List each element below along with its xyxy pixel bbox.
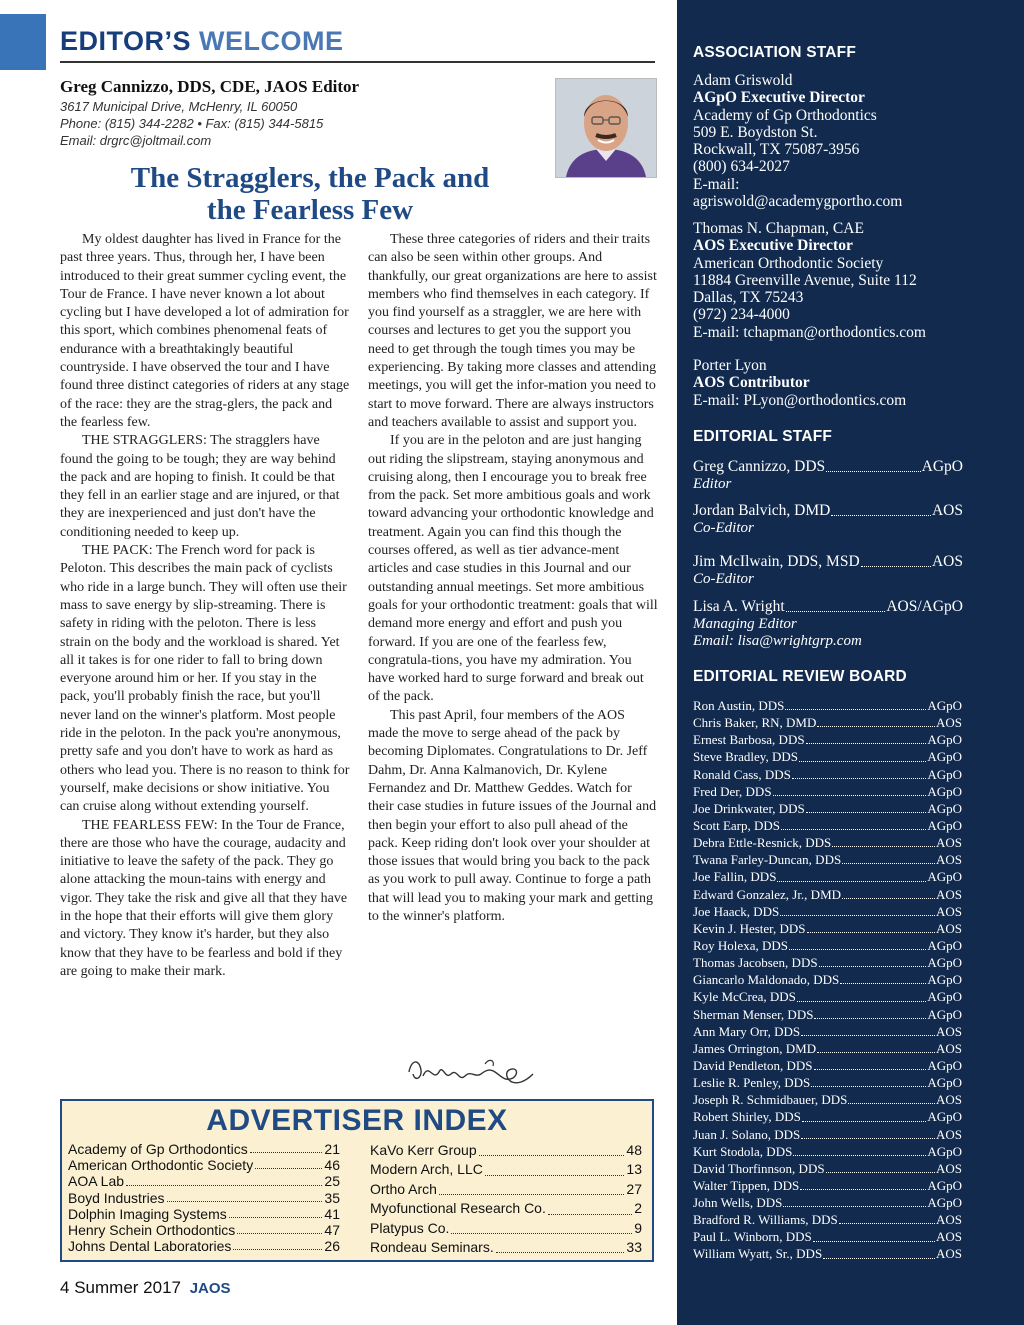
advertiser-page: 35 [324,1189,340,1206]
review-board-member [693,1246,962,1263]
advertiser-entry [370,1141,642,1160]
review-member-org: AOS [935,1246,962,1262]
article-paragraph: THE FEARLESS FEW: In the Tour de France, there are those who have the courage, audacity and initiative to leave the safety of the pack. They go alone attacking the moun-tains with energy and vigor. They take the risk and give all that they have in the hope that their efforts will give them glory and victory. They know it's harder, but they also know that they have to be fearless and bold if they are going to make their mark. [60,817,348,979]
review-member-org: AOS [935,1023,962,1039]
review-member-org: AGpO [927,869,962,885]
review-member-org: AOS [935,1092,962,1108]
editorial-name: Lisa A. Wright [693,598,785,615]
dot-leader [819,966,927,967]
review-member-org: AGpO [927,1057,962,1073]
editor-phone: Phone: (815) 344-2282 • Fax: (815) 344-5815 [60,116,324,131]
page-number: 4 [60,1278,70,1297]
dot-leader [783,1206,926,1207]
review-member-name: Walter Tippen, DDS [693,1177,800,1193]
dot-leader [811,1086,926,1087]
advertiser-entry [370,1160,642,1179]
advertiser-entry [68,1238,340,1254]
dot-leader [806,743,927,744]
dot-leader [823,1258,935,1259]
dot-leader [802,1121,926,1122]
review-board-member [693,1091,962,1108]
review-board-member [693,1108,962,1125]
editorial-entry [693,598,963,650]
review-member-name: Sherman Menser, DDS [693,1006,814,1022]
staff-name: Porter Lyon [693,357,767,374]
review-board-member [693,971,962,988]
dot-leader [451,1233,632,1234]
advertiser-entry [68,1190,340,1206]
review-board-member [693,1177,962,1194]
staff-entry [693,357,1013,409]
dot-leader [229,1217,323,1218]
dot-leader [479,1155,625,1156]
page-footer [60,1278,231,1298]
dot-leader [817,726,935,727]
dot-leader [439,1194,625,1195]
article-paragraph: These three categories of riders and their traits can also be seen within other groups. And thankfully, our great organizations are here to assist members who find themselves in each category. If you find yourself as a straggler, we are here with courses and lectures to get you the support you need to get through the tough times you may be experiencing. By taking more classes and attending meetings, you will get the infor-mation you need to start to move forward. There are always instructors and teachers available to assist and support you. [368,232,657,430]
article-column-right [368,231,658,926]
advertiser-page: 25 [324,1173,340,1190]
heading-rule [60,61,655,63]
advertiser-page: 33 [626,1238,642,1255]
review-member-name: David Pendleton, DDS [693,1057,813,1073]
review-member-name: David Thorfinnson, DDS [693,1160,825,1176]
review-board-member [693,748,962,765]
review-member-org: AGpO [927,972,962,988]
staff-line: Dallas, TX 75243 [693,289,804,307]
review-member-org: AGpO [927,937,962,953]
review-member-name: Joe Haack, DDS [693,903,780,919]
editorial-staff-heading: EDITORIAL STAFF [693,428,833,445]
advertiser-page: 21 [324,1140,340,1157]
dot-leader [801,1138,935,1139]
review-board-member [693,920,962,937]
dot-leader [167,1201,323,1202]
advertiser-name: AOA Lab [68,1173,125,1190]
review-member-org: AGpO [927,817,962,833]
staff-line: Academy of Gp Orthodontics [693,106,877,124]
dot-leader [485,1175,625,1176]
dot-leader [255,1168,322,1169]
review-member-name: Scott Earp, DDS [693,817,781,833]
review-board-member [693,714,962,731]
dot-leader [789,949,926,950]
advertiser-entry [370,1219,642,1238]
advertiser-name: American Orthodontic Society [68,1157,254,1174]
review-member-org: AOS [935,1212,962,1228]
staff-name: Thomas N. Chapman, CAE [693,220,864,237]
dot-leader [793,1155,926,1156]
staff-email: E-mail: PLyon@orthodontics.com [693,391,907,409]
review-member-org: AOS [935,1160,962,1176]
review-member-org: AGpO [927,1006,962,1022]
review-board-member [693,766,962,783]
advertiser-name: Johns Dental Laboratories [68,1238,232,1255]
dot-leader [250,1152,323,1153]
review-member-org: AGpO [927,1109,962,1125]
staff-title: AOS Executive Director [693,237,853,255]
dot-leader [233,1249,322,1250]
dot-leader [814,1018,926,1019]
review-member-name: Joe Fallin, DDS [693,869,777,885]
review-member-name: Ernest Barbosa, DDS [693,732,805,748]
advertiser-entry [68,1173,340,1189]
dot-leader [799,761,926,762]
review-member-name: James Orrington, DMD [693,1040,817,1056]
review-board-member [693,1126,962,1143]
dot-leader [792,778,926,779]
review-board-member [693,697,962,714]
editorial-role: Co-Editor [693,571,754,587]
editor-signature [405,1052,535,1092]
review-member-name: Fred Der, DDS [693,783,772,799]
advertiser-entry [68,1206,340,1222]
review-member-name: Ronald Cass, DDS [693,766,791,782]
editor-contact-block [60,76,540,149]
advertiser-list-right [370,1141,642,1257]
review-member-org: AGpO [927,1195,962,1211]
article-paragraph: If you are in the peloton and are just hanging out riding the slipstream, staying anonymous and cruising along, then I encourage you to break free from the pack. Set more ambitious goals and work toward advancing your orthodontic knowledge and treatment. Again you can find this though the courses offered, as well as tier advance-ment articles and case studies in this Journal and our outstanding annual meetings. Set more ambitious goals for your orthodontic treatment: goals that will demand more energy and effort and push you forward. If you are one of the fearless few, congratula-tions, you have my admiration. You have worked hard to surge forward and break out of the pack. [368,433,658,705]
staff-entry [693,220,1013,341]
staff-email: agriswold@academygportho.com [693,193,903,211]
section-color-tab [0,14,46,70]
article-title-line2: the Fearless Few [206,194,414,226]
editorial-entry [693,502,963,537]
dot-leader [773,795,927,796]
editorial-org: AOS [931,553,963,570]
review-board-member [693,988,962,1005]
advertiser-list-left [68,1141,340,1254]
editorial-org: AOS/AGpO [886,598,963,615]
staff-line: 509 E. Boydston St. [693,123,818,141]
advertiser-page: 47 [324,1221,340,1238]
staff-sidebar [677,0,1024,1325]
review-member-name: Debra Ettle-Resnick, DDS [693,835,832,851]
dot-leader [814,1069,927,1070]
advertiser-index-box [60,1099,654,1262]
review-board-member [693,1023,962,1040]
review-board-member [693,1228,962,1245]
review-board-member [693,1006,962,1023]
review-member-name: Joseph R. Schmidbauer, DDS [693,1092,848,1108]
review-member-name: Robert Shirley, DDS [693,1109,801,1125]
advertiser-page: 46 [324,1157,340,1174]
dot-leader [785,709,926,710]
review-board-heading: EDITORIAL REVIEW BOARD [693,668,907,685]
review-member-org: AGpO [927,783,962,799]
staff-line: 11884 Greenville Avenue, Suite 112 [693,271,917,289]
advertiser-page: 13 [626,1161,642,1178]
advertiser-name: Boyd Industries [68,1189,165,1206]
review-board-member [693,1143,962,1160]
article-title [60,162,560,226]
review-member-org: AGpO [927,1143,962,1159]
editorial-email: Email: lisa@wrightgrp.com [693,633,862,649]
dot-leader [780,915,935,916]
editorial-role: Co-Editor [693,520,754,536]
section-heading [60,26,344,57]
staff-line: E-mail: [693,175,740,193]
review-member-org: AOS [935,1126,962,1142]
advertiser-name: Myofunctional Research Co. [370,1200,546,1217]
article-title-line1: The Stragglers, the Pack and [130,162,490,194]
advertiser-page: 27 [626,1180,642,1197]
editor-photo [555,78,657,178]
editorial-entry [693,553,963,588]
advertiser-page: 2 [634,1200,642,1217]
review-member-org: AGpO [927,697,962,713]
advertiser-page: 9 [634,1219,642,1236]
dot-leader [813,1241,935,1242]
review-board-member [693,886,962,903]
staff-title: AOS Contributor [693,374,810,392]
article-paragraph: THE STRAGGLERS: The stragglers have found the going to be tough; they are way behind the pack and are hoping to finish. It could be that they fell in an earlier stage and are injured, or that they are inexperienced and just don't have the conditioning needed to keep up. [60,433,340,540]
review-board-member [693,800,962,817]
staff-line: Rockwall, TX 75087-3956 [693,141,860,159]
dot-leader [496,1252,625,1253]
editor-portrait-image [556,79,656,177]
staff-line: (800) 634-2027 [693,158,790,176]
review-member-name: Paul L. Winborn, DDS [693,1229,812,1245]
advertiser-name: Academy of Gp Orthodontics [68,1140,248,1157]
review-member-org: AOS [935,715,962,731]
article-paragraph: THE PACK: The French word for pack is Peloton. This describes the main pack of cyclists who ride in a large bunch. They will often use their mass to save energy by slip-streaming. There is safety in riding with the peloton. There is less strain on the body and the workload is shared. Yet all it takes is for one rider to fall to bring down everyone around him or her. If you stay in the pack, you'll probably finish the race, but you'll never land on the winner's platform. Most people ride in the peloton. In the pack you're anonymous, pretty safe and you don't have to work as hard as others who lead you. There is no reason to think for yourself, make decisions or show initiative. You can cruise along without extending yourself. [60,543,350,815]
dot-leader [817,1052,935,1053]
article-paragraph: This past April, four members of the AOS made the move to serge ahead of the pack by becoming Diplomates. Congratulations to Dr. Jeff Dahm, Dr. Anna Kalmanovich, Dr. Kylene Fernandez and Dr. Matthew Geddes. Watch for their case studies in future issues of the Journal and then begin your effort to also pull ahead of the pack. Keep riding don't look over your shoulder at those issues that would bring you back to the pack as you work to pull away. Continue to forge a path that will lead you to making your mark and getting to the winner's platform. [368,707,657,924]
dot-leader [842,863,935,864]
review-member-name: William Wyatt, Sr., DDS [693,1246,823,1262]
dot-leader [832,846,935,847]
review-member-name: Roy Holexa, DDS [693,937,788,953]
review-board-member [693,1194,962,1211]
review-board-member [693,834,962,851]
review-board-member [693,817,962,834]
article-paragraph: My oldest daughter has lived in France for the past three years. Thus, through her, I have been introduced to their great summer cycling event, the Tour de France. I have never known a lot about cycling but I have developed a lot of admiration for this sport, which combines phenomenal feats of endurance with a breathtakingly beautiful countryside. I have observed the tour and I have found three distinct categories of riders at any stage of the race: they are the strag-glers, the pack and the fearless few. [60,232,350,430]
review-member-org: AOS [935,835,962,851]
dot-leader [842,898,935,899]
editorial-name: Greg Cannizzo, DDS [693,458,826,475]
advertiser-entry [68,1157,340,1173]
staff-title: AGpO Executive Director [693,89,865,107]
review-board-member [693,851,962,868]
advertiser-page: 26 [324,1238,340,1255]
review-board-member [693,1211,962,1228]
editorial-role: Editor [693,476,732,492]
advertiser-page: 41 [324,1205,340,1222]
dot-leader [839,1223,935,1224]
dot-leader [840,983,926,984]
editorial-role: Managing Editor [693,616,797,632]
review-board-member [693,937,962,954]
editorial-name: Jordan Balvich, DMD [693,502,831,519]
advertiser-entry [370,1238,642,1257]
editor-address: 3617 Municipal Drive, McHenry, IL 60050 [60,99,298,114]
review-member-org: AGpO [927,1177,962,1193]
review-member-org: AOS [935,920,962,936]
dot-leader [807,932,935,933]
dot-leader [237,1233,322,1234]
issue-date: Summer 2017 [74,1278,181,1297]
advertiser-name: KaVo Kerr Group [370,1141,477,1158]
advertiser-entry [370,1199,642,1218]
advertiser-index-title: ADVERTISER INDEX [206,1104,508,1137]
staff-entry [693,72,1013,210]
review-board-member [693,1160,962,1177]
dot-leader [801,1035,935,1036]
review-member-name: Ron Austin, DDS [693,697,785,713]
dot-leader [777,881,926,882]
review-member-org: AGpO [927,800,962,816]
review-member-name: Kurt Stodola, DDS [693,1143,793,1159]
review-member-name: Kyle McCrea, DDS [693,989,796,1005]
advertiser-name: Dolphin Imaging Systems [68,1205,227,1222]
dot-leader [800,1189,926,1190]
review-member-org: AOS [935,852,962,868]
staff-line: (972) 234-4000 [693,306,790,324]
dot-leader [826,1172,935,1173]
review-member-name: Joe Drinkwater, DDS [693,800,805,816]
staff-name: Adam Griswold [693,72,793,89]
review-member-name: Edward Gonzalez, Jr., DMD [693,886,842,902]
dot-leader [848,1103,935,1104]
advertiser-name: Henry Schein Orthodontics [68,1221,236,1238]
review-member-name: Kevin J. Hester, DDS [693,920,806,936]
review-member-name: Steve Bradley, DDS [693,749,798,765]
dot-leader [126,1185,322,1186]
review-board-member [693,903,962,920]
review-member-name: John Wells, DDS [693,1195,783,1211]
review-member-org: AGpO [927,732,962,748]
review-member-org: AGpO [927,1075,962,1091]
review-board-member [693,954,962,971]
advertiser-name: Modern Arch, LLC [370,1161,483,1178]
dot-leader [781,829,926,830]
review-member-org: AOS [935,886,962,902]
association-staff-heading: ASSOCIATION STAFF [693,44,856,61]
advertiser-entry [68,1141,340,1157]
advertiser-page: 48 [626,1141,642,1158]
advertiser-name: Rondeau Seminars. [370,1238,494,1255]
review-member-name: Bradford R. Williams, DDS [693,1212,838,1228]
editorial-entry [693,458,963,493]
review-member-name: Ann Mary Orr, DDS [693,1023,801,1039]
advertiser-entry [68,1222,340,1238]
review-member-org: AOS [935,1040,962,1056]
review-member-name: Leslie R. Penley, DDS [693,1075,811,1091]
review-member-name: Giancarlo Maldonado, DDS [693,972,840,988]
review-board-member [693,783,962,800]
review-member-org: AOS [935,1229,962,1245]
editorial-org: AOS [931,502,963,519]
advertiser-name: Ortho Arch [370,1180,437,1197]
review-board-member [693,1074,962,1091]
advertiser-entry [370,1180,642,1199]
review-member-org: AOS [935,903,962,919]
advertiser-name: Platypus Co. [370,1219,450,1236]
dot-leader [548,1214,632,1215]
editor-name: Greg Cannizzo, DDS, CDE, JAOS Editor [60,77,360,96]
review-board-member [693,1040,962,1057]
review-member-name: Chris Baker, RN, DMD [693,715,817,731]
staff-line: American Orthodontic Society [693,254,884,272]
section-heading-part2: WELCOME [199,26,344,56]
section-heading-part1: EDITOR’S [60,26,192,56]
dot-leader [797,1001,926,1002]
editorial-org: AGpO [921,458,963,475]
review-member-org: AGpO [927,749,962,765]
review-board-member [693,868,962,885]
editorial-name: Jim McIlwain, DDS, MSD [693,553,860,570]
article-column-left [60,231,350,981]
staff-email: E-mail: tchapman@orthodontics.com [693,323,926,341]
review-board-list [693,697,962,1263]
review-member-org: AGpO [927,766,962,782]
review-member-org: AGpO [927,955,962,971]
review-member-name: Juan J. Solano, DDS [693,1126,801,1142]
review-member-name: Thomas Jacobsen, DDS [693,955,818,971]
review-member-org: AGpO [927,989,962,1005]
journal-name: JAOS [189,1280,231,1297]
review-board-member [693,731,962,748]
dot-leader [806,812,927,813]
review-member-name: Twana Farley-Duncan, DDS [693,852,842,868]
review-board-member [693,1057,962,1074]
editor-email: Email: drgrc@joltmail.com [60,133,212,148]
